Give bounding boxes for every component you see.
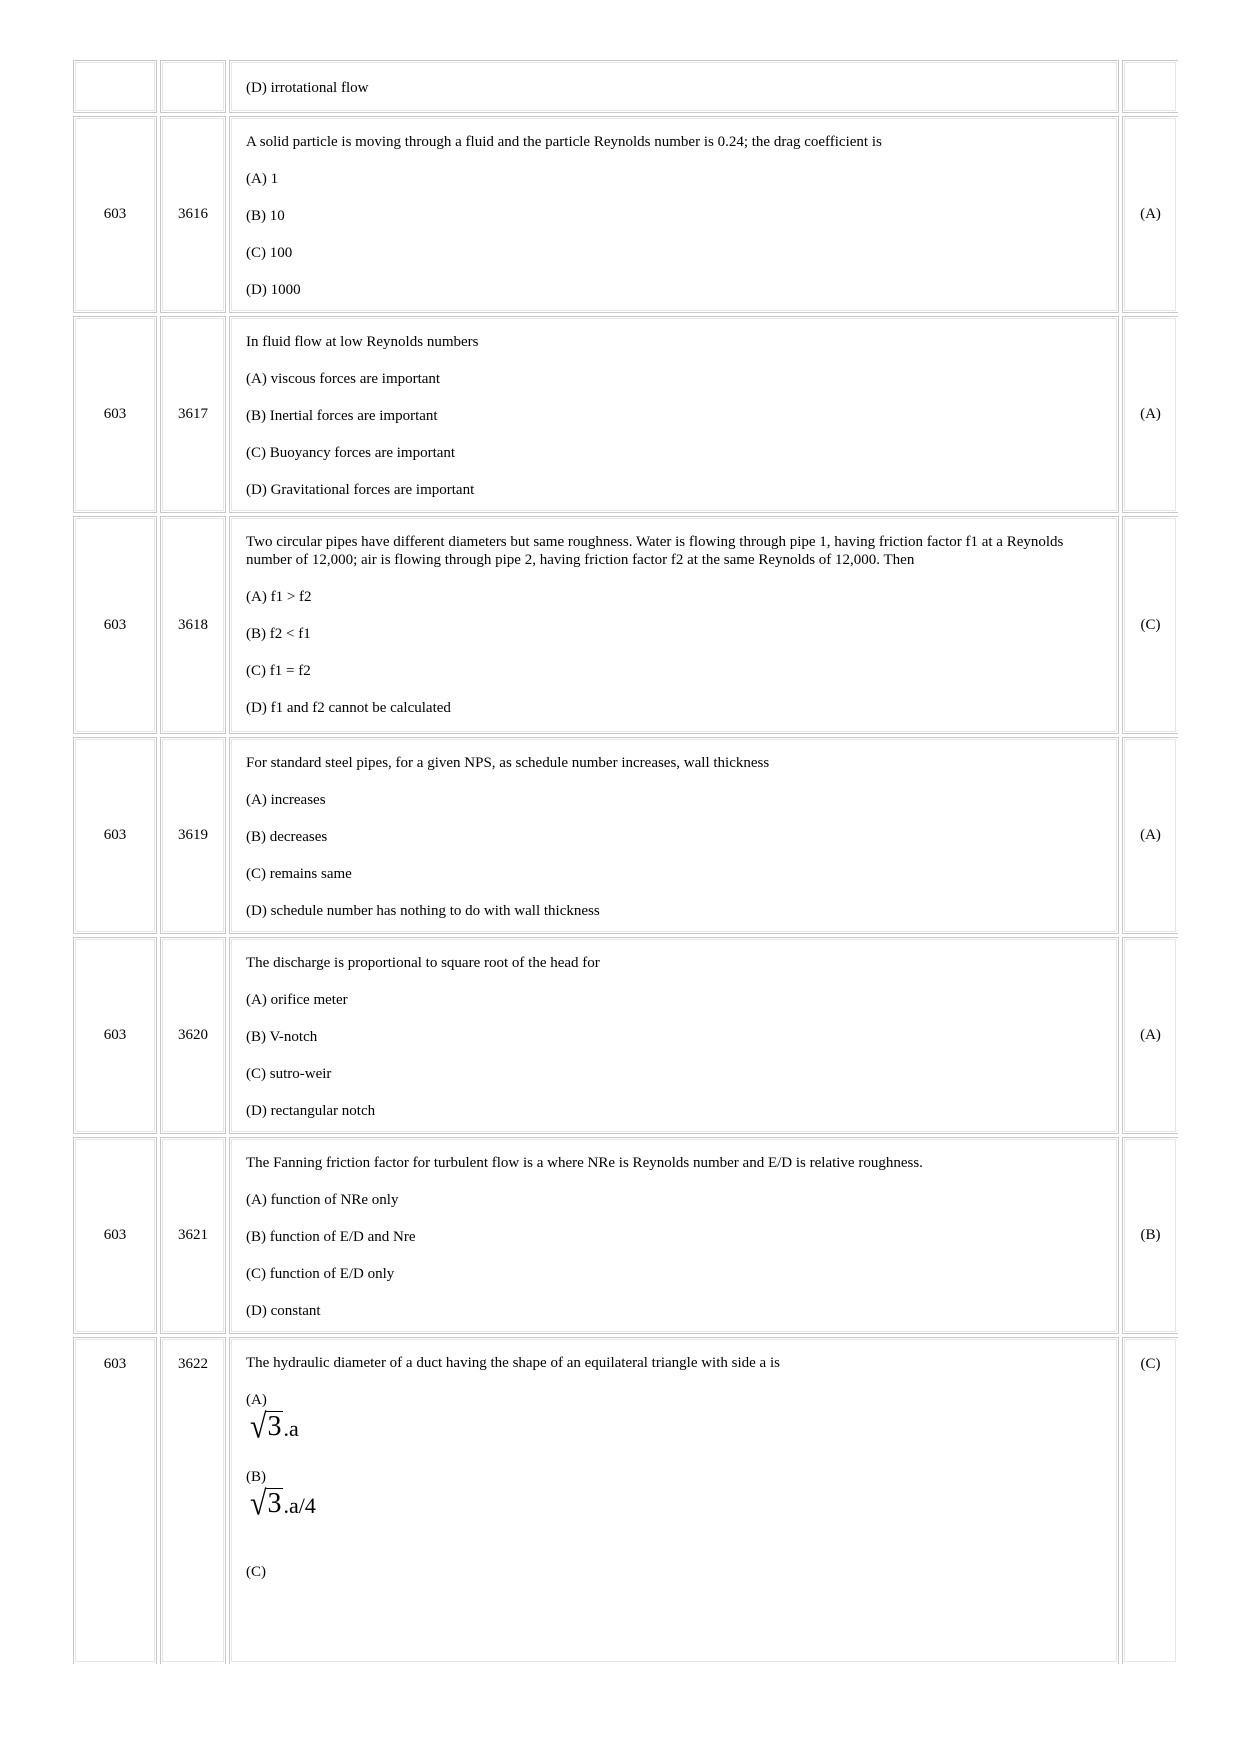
- option-label: (C): [246, 1564, 266, 1580]
- table-row: [73, 1337, 1183, 1667]
- answer-cell: (A): [1122, 116, 1178, 313]
- table-row: [73, 516, 1183, 737]
- subject-cell: 603: [73, 1337, 157, 1664]
- option-text: (D) constant: [246, 1303, 321, 1319]
- question-cell: [229, 116, 1119, 313]
- answer-cell: (C): [1122, 1337, 1178, 1664]
- option-text: (D) Gravitational forces are important: [246, 482, 475, 498]
- qid-cell: 3618: [160, 516, 226, 734]
- table-row: [73, 937, 1183, 1137]
- question-text: For standard steel pipes, for a given NPS, as schedule number increases, wall thickness: [246, 755, 770, 771]
- subject-cell: [73, 60, 157, 113]
- option-text: (B) f2 < f1: [246, 626, 311, 642]
- radicand: 3: [267, 1488, 282, 1519]
- option-text: (C) f1 = f2: [246, 663, 311, 679]
- qid-cell: 3620: [160, 937, 226, 1134]
- table-row: [73, 116, 1183, 316]
- question-cell: [229, 516, 1119, 734]
- option-text: (C) remains same: [246, 866, 352, 882]
- option-text: (B) 10: [246, 208, 285, 224]
- option-text: (B) V-notch: [246, 1029, 318, 1045]
- question-text: The hydraulic diameter of a duct having the shape of an equilateral triangle with side a is: [246, 1355, 780, 1371]
- subject-cell: 603: [73, 937, 157, 1134]
- question-text: The Fanning friction factor for turbulent flow is a where NRe is Reynolds number and E/D is relative roughness.: [246, 1155, 923, 1171]
- formula-option-a: [250, 1407, 1102, 1446]
- qid-cell: [160, 60, 226, 113]
- question-text: A solid particle is moving through a fluid and the particle Reynolds number is 0.24; the drag coefficient is: [246, 134, 882, 150]
- qid-cell: 3616: [160, 116, 226, 313]
- option-text: (D) f1 and f2 cannot be calculated: [246, 700, 451, 716]
- option-label: (B): [246, 1469, 266, 1485]
- question-cell: [229, 316, 1119, 513]
- option-text: (A) orifice meter: [246, 992, 348, 1008]
- sqrt-symbol: [250, 1484, 283, 1523]
- question-cell: [229, 937, 1119, 1134]
- formula-tail: .a/4: [283, 1493, 316, 1518]
- answer-cell: [1122, 60, 1178, 113]
- subject-cell: 603: [73, 737, 157, 934]
- answer-cell: (A): [1122, 316, 1178, 513]
- table-row: [73, 316, 1183, 516]
- answer-cell: (A): [1122, 937, 1178, 1134]
- table-row: [73, 60, 1183, 116]
- qid-cell: 3619: [160, 737, 226, 934]
- option-text: (C) 100: [246, 245, 293, 261]
- question-cell: [229, 1337, 1119, 1664]
- option-text: (D) rectangular notch: [246, 1103, 376, 1119]
- option-text: (C) Buoyancy forces are important: [246, 445, 456, 461]
- question-table: [73, 60, 1183, 1667]
- option-text: (B) decreases: [246, 829, 328, 845]
- answer-cell: (A): [1122, 737, 1178, 934]
- subject-cell: 603: [73, 516, 157, 734]
- sqrt-symbol: [250, 1407, 283, 1446]
- question-text: In fluid flow at low Reynolds numbers: [246, 334, 479, 350]
- option-text: (D) irrotational flow: [246, 80, 369, 96]
- table-row: [73, 1137, 1183, 1337]
- qid-cell: 3617: [160, 316, 226, 513]
- option-text: (A) 1: [246, 171, 279, 187]
- formula-tail: .a: [283, 1416, 299, 1441]
- answer-cell: (B): [1122, 1137, 1178, 1334]
- subject-cell: 603: [73, 116, 157, 313]
- subject-cell: 603: [73, 1137, 157, 1334]
- radical-sign-icon: √: [250, 1484, 267, 1523]
- question-cell: [229, 60, 1119, 113]
- qid-cell: 3621: [160, 1137, 226, 1334]
- table-row: [73, 737, 1183, 937]
- option-label: (A): [246, 1392, 267, 1408]
- option-text: (A) viscous forces are important: [246, 371, 441, 387]
- question-text: The discharge is proportional to square root of the head for: [246, 955, 600, 971]
- option-text: (C) function of E/D only: [246, 1266, 395, 1282]
- option-text: (A) f1 > f2: [246, 589, 312, 605]
- option-text: (B) function of E/D and Nre: [246, 1229, 416, 1245]
- radical-sign-icon: √: [250, 1407, 267, 1446]
- subject-cell: 603: [73, 316, 157, 513]
- option-text: (C) sutro-weir: [246, 1066, 332, 1082]
- question-cell: [229, 737, 1119, 934]
- question-text: Two circular pipes have different diameters but same roughness. Water is flowing through pipe 1, having friction factor f1 at a Reynolds number of 12,000; air is flowing through pipe 2, having friction factor f2 at the same Reynolds of 12,000. Then: [246, 534, 1064, 568]
- option-text: (D) 1000: [246, 282, 301, 298]
- option-text: (A) increases: [246, 792, 326, 808]
- answer-cell: (C): [1122, 516, 1178, 734]
- question-cell: [229, 1137, 1119, 1334]
- radicand: 3: [267, 1411, 282, 1442]
- option-text: (D) schedule number has nothing to do with wall thickness: [246, 903, 600, 919]
- option-text: (B) Inertial forces are important: [246, 408, 438, 424]
- formula-option-b: [250, 1484, 1102, 1523]
- option-text: (A) function of NRe only: [246, 1192, 399, 1208]
- qid-cell: 3622: [160, 1337, 226, 1664]
